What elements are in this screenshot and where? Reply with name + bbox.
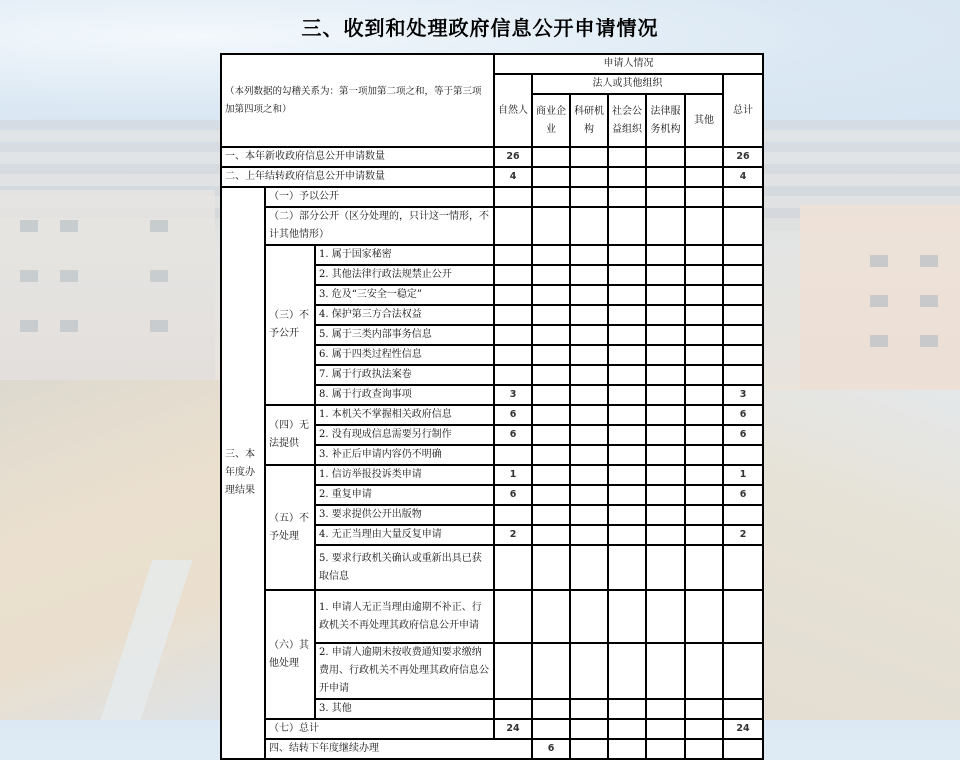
cell [532,325,570,345]
cell [570,719,608,739]
cell [646,590,685,643]
cell: 6 [494,485,532,505]
cell [685,345,723,365]
row-label: 4. 无正当理由大量反复申请 [315,525,494,545]
cell [494,285,532,305]
group-label: （五）不予处理 [265,465,315,590]
cell: 6 [723,485,763,505]
cell: 1 [494,465,532,485]
cell [608,325,646,345]
cell [685,445,723,465]
cell [532,505,570,525]
cell: 26 [723,147,763,167]
cell [570,305,608,325]
cell [685,245,723,265]
cell: 6 [723,405,763,425]
cell [608,385,646,405]
cell [723,505,763,525]
cell [646,187,685,207]
table-row [221,719,763,739]
table-row [221,590,763,643]
cell [570,207,608,245]
cell [494,325,532,345]
cell [570,699,608,719]
cell [494,265,532,285]
cell [608,485,646,505]
cell: 4 [723,167,763,187]
cell [646,699,685,719]
field-left [0,380,220,720]
cell [685,187,723,207]
cell [646,325,685,345]
cell [608,505,646,525]
header-note: （本列数据的勾稽关系为：第一项加第二项之和，等于第三项加第四项之和） [221,54,494,147]
cell: 26 [494,147,532,167]
cell [532,485,570,505]
cell [494,505,532,525]
row-label: 2. 申请人逾期未按收费通知要求缴纳费用、行政机关不再处理其政府信息公开申请 [315,643,494,699]
cell [723,265,763,285]
cell [685,485,723,505]
cell [723,325,763,345]
row-label: 8. 属于行政查询事项 [315,385,494,405]
cell [570,590,608,643]
row-label: 2. 没有现成信息需要另行制作 [315,425,494,445]
cell [570,445,608,465]
table-row [221,207,763,245]
cell: 24 [494,719,532,739]
cell [608,465,646,485]
cell [646,505,685,525]
building-right [800,205,960,395]
cell: 3 [723,385,763,405]
row-label: 3. 其他 [315,699,494,719]
cell [646,305,685,325]
cell [608,245,646,265]
table-row [221,405,763,425]
cell [532,285,570,305]
row-label: 1. 属于国家秘密 [315,245,494,265]
cell [608,590,646,643]
cell [723,643,763,699]
cell [723,590,763,643]
cell [570,325,608,345]
cell [532,719,570,739]
cell [723,187,763,207]
row-label: 一、本年新收政府信息公开申请数量 [221,147,494,167]
cell [570,345,608,365]
cell [532,699,570,719]
cell [685,719,723,739]
row-label: 3. 危及“三安全一稳定” [315,285,494,305]
cell [570,505,608,525]
cell [570,525,608,545]
cell [646,445,685,465]
row-label: 1. 信访举报投诉类申请 [315,465,494,485]
cell: 6 [723,425,763,445]
table-row [221,147,763,167]
cell [494,245,532,265]
header-col: 其他 [685,94,723,147]
cell [723,285,763,305]
cell [608,425,646,445]
cell [608,699,646,719]
row-label: 2. 其他法律行政法规禁止公开 [315,265,494,285]
page-title: 三、收到和处理政府信息公开申请情况 [301,16,659,40]
header-legal-org: 法人或其他组织 [532,74,723,94]
cell [685,405,723,425]
cell [646,405,685,425]
cell [570,545,608,590]
cell [723,365,763,385]
cell [570,385,608,405]
cell [608,525,646,545]
cell [646,345,685,365]
cell [494,590,532,643]
table-row [221,465,763,485]
cell [532,245,570,265]
cell [685,365,723,385]
cell [685,739,723,759]
header-col: 社会公益组织 [608,94,646,147]
cell [646,485,685,505]
cell [685,465,723,485]
cell [570,245,608,265]
cell [685,545,723,590]
cell [532,385,570,405]
cell [570,465,608,485]
row-label: 7. 属于行政执法案卷 [315,365,494,385]
cell [570,147,608,167]
cell [646,643,685,699]
row-label: 6. 属于四类过程性信息 [315,345,494,365]
cell [532,147,570,167]
cell [685,425,723,445]
cell [532,465,570,485]
cell [608,445,646,465]
cell [608,207,646,245]
cell: 2 [494,525,532,545]
cell [570,167,608,187]
building-left [0,190,215,380]
cell [494,545,532,590]
cell [494,699,532,719]
field-right [765,390,960,720]
row-label: 5. 要求行政机关确认或重新出具已获取信息 [315,545,494,590]
cell [570,425,608,445]
cell [608,265,646,285]
cell [685,285,723,305]
cell [570,643,608,699]
cell [646,365,685,385]
header-col: 商业企业 [532,94,570,147]
cell [494,445,532,465]
cell [608,545,646,590]
row-label: 5. 属于三类内部事务信息 [315,325,494,345]
cell [646,245,685,265]
report-table [220,53,764,760]
cell [685,525,723,545]
cell [608,187,646,207]
cell [685,147,723,167]
header-col: 科研机构 [570,94,608,147]
table-row [221,187,763,207]
cell [494,305,532,325]
cell [723,445,763,465]
cell [685,325,723,345]
row-label: 1. 本机关不掌握相关政府信息 [315,405,494,425]
cell [685,643,723,699]
header-col: 法律服务机构 [646,94,685,147]
cell: 4 [494,167,532,187]
table-row [221,167,763,187]
cell [494,187,532,207]
cell [532,405,570,425]
cell [494,365,532,385]
cell [646,167,685,187]
table-row [221,245,763,265]
cell [532,305,570,325]
cell [608,305,646,325]
cell [685,505,723,525]
cell [685,167,723,187]
cell [646,739,685,759]
cell [494,345,532,365]
cell [723,245,763,265]
row-label: （一）予以公开 [265,187,494,207]
row-label: 3. 要求提供公开出版物 [315,505,494,525]
row-label: （二）部分公开（区分处理的，只计这一情形，不计其他情形） [265,207,494,245]
cell [646,385,685,405]
group-label: （四）无法提供 [265,405,315,465]
cell [608,739,646,759]
cell [646,425,685,445]
cell [570,285,608,305]
cell [532,445,570,465]
row-label: 二、上年结转政府信息公开申请数量 [221,167,494,187]
row-label: 3. 补正后申请内容仍不明确 [315,445,494,465]
cell [723,739,763,759]
cell [532,345,570,365]
cell: 6 [532,739,570,759]
cell [646,465,685,485]
cell [608,285,646,305]
cell [608,643,646,699]
cell [608,167,646,187]
cell [646,265,685,285]
cell [570,187,608,207]
cell [646,147,685,167]
cell [532,187,570,207]
cell [685,305,723,325]
row-label: （七）总计 [265,719,494,739]
cell: 2 [723,525,763,545]
cell [608,719,646,739]
cell [723,305,763,325]
cell [494,643,532,699]
cell [532,545,570,590]
cell [532,425,570,445]
row-label: 4. 保护第三方合法权益 [315,305,494,325]
cell [723,545,763,590]
cell [570,485,608,505]
cell [494,207,532,245]
cell [532,525,570,545]
header-applicant: 申请人情况 [494,54,763,74]
cell [646,545,685,590]
cell [646,719,685,739]
header-natural-person: 自然人 [494,74,532,147]
results-label: 三、本年度办理结果 [221,187,265,759]
cell: 3 [494,385,532,405]
cell: 24 [723,719,763,739]
row-label: 1. 申请人无正当理由逾期不补正、行政机关不再处理其政府信息公开申请 [315,590,494,643]
cell [646,525,685,545]
cell [532,365,570,385]
row-label: 2. 重复申请 [315,485,494,505]
cell [532,590,570,643]
cell [570,405,608,425]
cell [570,265,608,285]
cell [532,265,570,285]
cell [608,345,646,365]
cell [608,147,646,167]
cell [608,365,646,385]
cell [723,699,763,719]
cell [646,207,685,245]
cell [532,643,570,699]
cell: 6 [494,425,532,445]
cell [570,365,608,385]
cell [608,405,646,425]
cell [646,285,685,305]
cell [685,590,723,643]
cell: 6 [494,405,532,425]
group-label: （三）不予公开 [265,245,315,405]
cell [685,699,723,719]
cell [723,345,763,365]
cell [532,167,570,187]
cell [685,265,723,285]
cell [570,739,608,759]
cell: 1 [723,465,763,485]
row-label: 四、结转下年度继续办理 [265,739,532,759]
header-total: 总计 [723,74,763,147]
cell [532,207,570,245]
group-label: （六）其他处理 [265,590,315,719]
table-row [221,739,763,759]
cell [685,385,723,405]
cell [723,207,763,245]
cell [685,207,723,245]
